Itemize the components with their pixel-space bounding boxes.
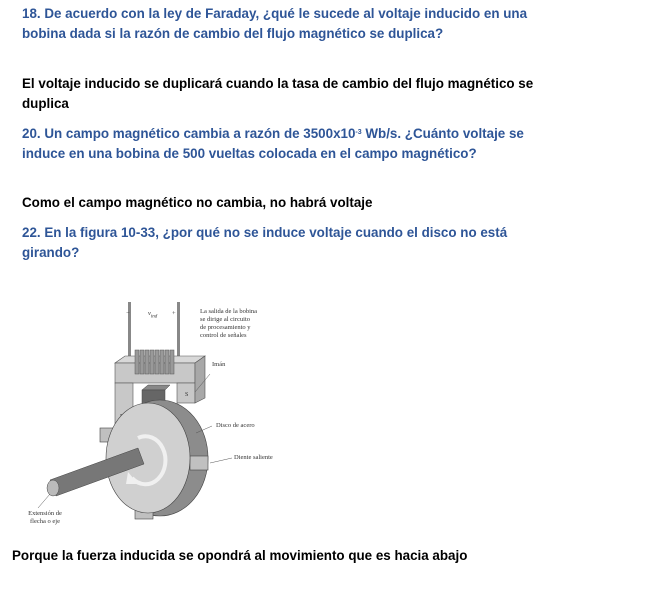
disk-label: Disco de acero (216, 422, 255, 429)
answer-18: El voltaje inducido se duplicará cuando la tasa de cambio del flujo magnético se duplica (22, 76, 534, 111)
question-20-pre: 20. Un campo magnético cambia a razón de 3500x10 (22, 126, 356, 141)
question-20-post: Wb/s. ¿Cuánto voltaje se induce en una bobina de 500 vueltas colocada en el campo magnético? (22, 126, 524, 161)
question-20-exponent: -3 (355, 129, 362, 136)
vind-label: $v_{ind}$ (148, 310, 158, 320)
question-20 (22, 123, 552, 164)
magnet-label: Imán (212, 361, 226, 368)
shaft-label: Extensión de flecha o eje (28, 510, 62, 525)
question-18: 18. De acuerdo con la ley de Faraday, ¿qué le sucede al voltaje inducido en una bobina dada si la razón de cambio del flujo magnético se duplica? (22, 6, 528, 41)
answer-20: Como el campo magnético no cambia, no habrá voltaje (22, 195, 373, 210)
plus-terminal-label: + (172, 310, 176, 317)
svg-text:S: S (185, 392, 189, 398)
answer-22: Porque la fuerza inducida se opondrá al movimiento que es hacia abajo (12, 548, 468, 563)
figure-10-33 (20, 298, 290, 530)
tooth-label: Diente saliente (234, 454, 273, 461)
question-22: 22. En la figura 10-33, ¿por qué no se induce voltaje cuando el disco no está girando? (22, 225, 508, 260)
coil-output-label: La salida de la bobina se dirige al circuito de procesamiento y control de señales (200, 308, 258, 339)
minus-terminal-label: − (126, 310, 130, 317)
